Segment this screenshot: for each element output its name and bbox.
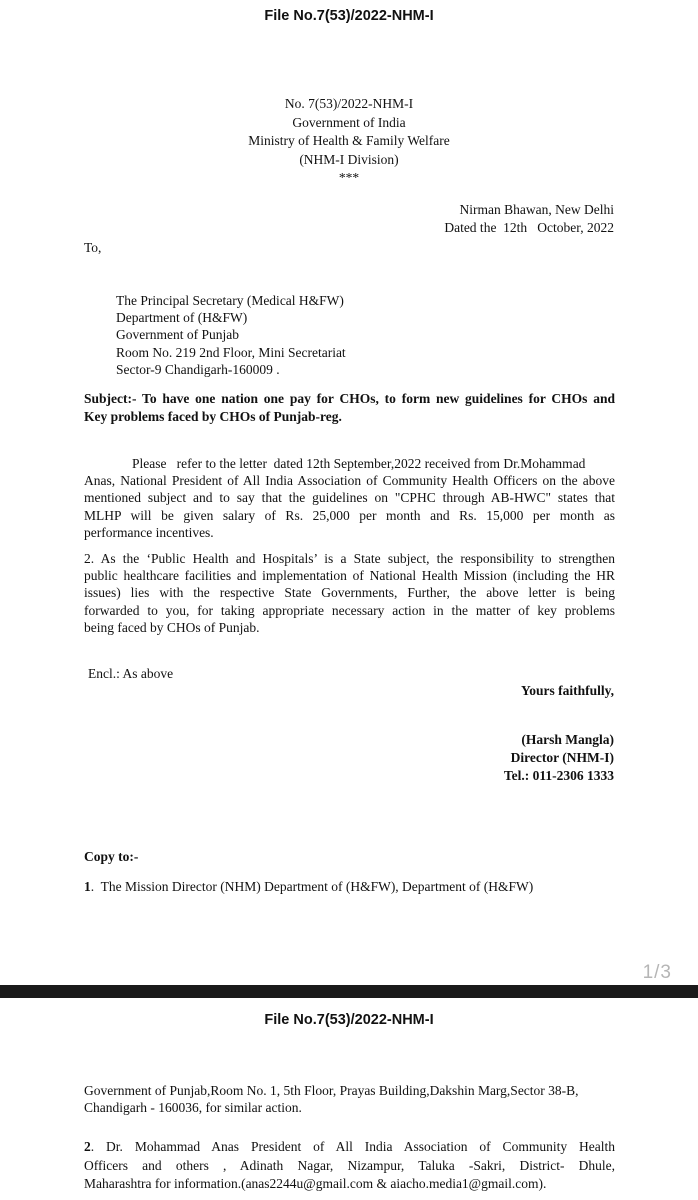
addressee-line: Sector-9 Chandigarh-160009 . <box>116 361 280 377</box>
office-header <box>0 95 698 188</box>
government-line: Government of India <box>292 114 406 130</box>
paragraph-line: public healthcare facilities and implementation of National Health Mission (including the HR <box>84 568 615 584</box>
office-number: No. 7(53)/2022-NHM-I <box>284 96 414 111</box>
copy-line: Government of Punjab,Room No. 1, 5th Floor, Prayas Building,Dakshin Marg,Sector 38-B, <box>84 1083 579 1098</box>
closing-line: Yours faithfully, <box>520 683 614 698</box>
division-line: (NHM-I Division) <box>299 151 399 167</box>
paragraph-line: being faced by CHOs of Punjab. <box>84 619 260 635</box>
subject-line: Key problems faced by CHOs of Punjab-reg. <box>84 409 342 424</box>
copy-item-text: . Dr. Mohammad Anas President of All India Association of Community Health <box>90 1139 615 1154</box>
page-indicator: 1/3 <box>642 962 672 983</box>
addressee-block <box>116 292 346 378</box>
date-line: Dated the 12th October, 2022 <box>444 220 614 235</box>
place-date-block <box>444 201 614 237</box>
paragraph-2 <box>84 550 615 636</box>
to-label: To, <box>84 240 102 255</box>
subject-line: Subject:- To have one nation one pay for CHOs, to form new guidelines for CHOs and <box>84 391 615 406</box>
copy-item-1 <box>84 878 533 896</box>
signature-block <box>504 731 614 785</box>
addressee-line: Government of Punjab <box>116 327 239 343</box>
page-separator <box>0 985 698 998</box>
copy-item-number: 2 <box>84 1139 91 1154</box>
addressee-line: The Principal Secretary (Medical H&FW) <box>116 293 344 308</box>
copy-to-label: Copy to:- <box>84 849 139 864</box>
stars-line: *** <box>338 170 360 185</box>
paragraph-line: Please refer to the letter dated 12th September,2022 received from Dr.Mohammad <box>132 456 586 471</box>
copy-item-number: 1 <box>84 879 91 894</box>
copy-item-text: . The Mission Director (NHM) Department of (H&FW), Department of (H&FW) <box>90 879 534 894</box>
copy-item-2 <box>84 1138 615 1194</box>
paragraph-1 <box>84 455 615 541</box>
copy-line: Officers and others , Adinath Nagar, Nizampur, Taluka -Sakri, District- Dhule, <box>84 1157 615 1173</box>
paragraph-line: performance incentives. <box>84 524 214 540</box>
ministry-line: Ministry of Health & Family Welfare <box>248 133 450 148</box>
copy-line: Maharashtra for information.(anas2244u@gmail.com & aiacho.media1@gmail.com). <box>84 1176 547 1191</box>
copy-item-1-continuation <box>84 1082 604 1116</box>
copy-line: Chandigarh - 160036, for similar action. <box>84 1100 302 1116</box>
addressee-line: Room No. 219 2nd Floor, Mini Secretariat <box>116 344 346 360</box>
addressee-line: Department of (H&FW) <box>116 310 248 326</box>
signatory-tel: Tel.: 011-2306 1333 <box>503 768 614 783</box>
paragraph-line: Anas, National President of All India Association of Community Health Officers on the above <box>84 473 615 489</box>
file-number-header: File No.7(53)/2022-NHM-I <box>264 1012 434 1028</box>
signatory-designation: Director (NHM-I) <box>510 750 614 765</box>
signatory-name: (Harsh Mangla) <box>521 732 614 747</box>
place-line: Nirman Bhawan, New Delhi <box>459 202 614 217</box>
paragraph-line: mentioned subject and to say that the guidelines on "CPHC through AB-HWC" states that <box>84 490 615 506</box>
subject-block <box>84 390 615 426</box>
copy-line <box>84 1138 615 1157</box>
enclosure-line: Encl.: As above <box>88 666 174 681</box>
document-page-2 <box>0 998 698 1200</box>
file-number-header: File No.7(53)/2022-NHM-I <box>264 8 434 24</box>
paragraph-line: forwarded to you, for taking appropriate necessary action in the matter of key problems <box>84 602 615 618</box>
paragraph-line: MLHP will be given salary of Rs. 25,000 per month and Rs. 15,000 per month as <box>84 507 615 523</box>
paragraph-line: issues) lies with the respective State Governments, Further, the above letter is being <box>84 585 615 601</box>
paragraph-line: 2. As the ‘Public Health and Hospitals’ is a State subject, the responsibility to strengthen <box>84 551 615 566</box>
